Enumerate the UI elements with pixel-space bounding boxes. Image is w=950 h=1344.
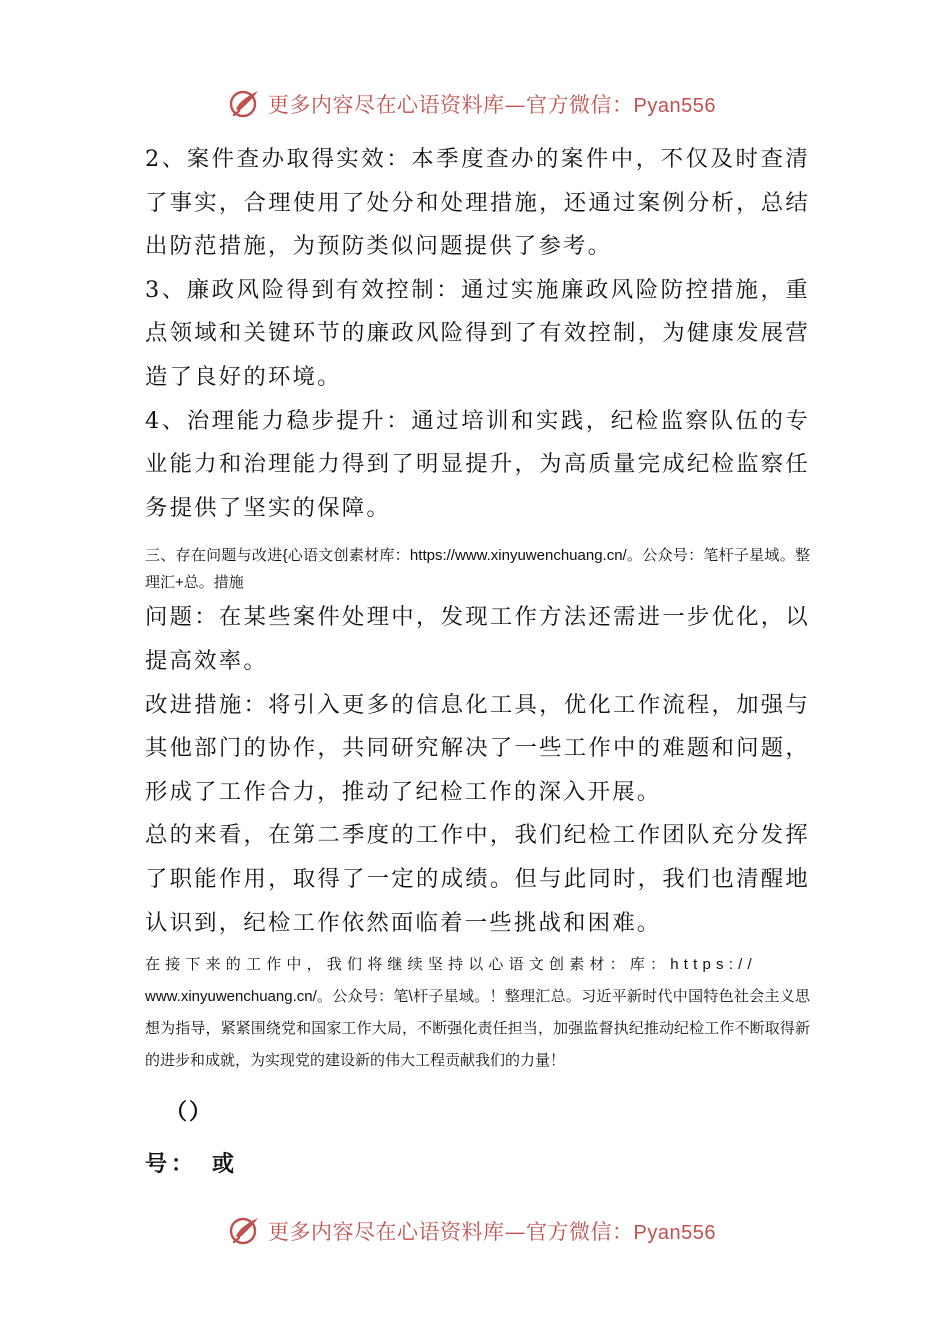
footer-banner-text: 更多内容尽在心语资料库—官方微信：Pyan556 — [268, 1220, 716, 1244]
header-banner-text: 更多内容尽在心语资料库—官方微信：Pyan556 — [268, 93, 716, 117]
number-label: 号： 或 — [145, 1152, 239, 1177]
paragraph-case-handling: 2、案件查办取得实效：本季度查办的案件中，不仅及时查清了事实，合理使用了处分和处理措施，还通过案例分析，总结出防范措施，为预防类似问题提供了参考。 — [145, 146, 810, 260]
section-heading-problems: 三、存在问题与改进{心语文创素材库：https://www.xinyuwenchuang.cn/。公众号：笔杆子星域。整理汇+总。措施 — [145, 547, 810, 592]
parenthesis-mark: （） — [165, 1100, 214, 1125]
paragraph-risk-control: 3、廉政风险得到有效控制：通过实施廉政风险防控措施，重点领域和关键环节的廉政风险得到了有效控制，为健康发展营造了良好的环境。 — [145, 276, 810, 390]
footer-banner-wechat: Pyan556 — [633, 1222, 716, 1244]
paragraph-problem: 问题：在某些案件处理中，发现工作方法还需进一步优化，以提高效率。 — [145, 604, 810, 674]
closing-line-1: 在接下来的工作中，我们将继续坚持以心语文创素材：库：https:// — [145, 956, 757, 974]
header-banner — [228, 84, 728, 124]
paragraph-summary: 总的来看，在第二季度的工作中，我们纪检工作团队充分发挥了职能作用，取得了一定的成绩。但与此同时，我们也清醒地认识到，纪检工作依然面临着一些挑战和困难。 — [145, 822, 810, 936]
paragraph-capability: 4、治理能力稳步提升：通过培训和实践，纪检监察队伍的专业能力和治理能力得到了明显提升，为高质量完成纪检监察任务提供了坚实的保障。 — [145, 407, 810, 521]
pen-logo-icon — [228, 1214, 262, 1248]
paragraph-improvement: 改进措施：将引入更多的信息化工具，优化工作流程，加强与其他部门的协作，共同研究解决了一些工作中的难题和问题，形成了工作合力，推动了纪检工作的深入开展。 — [145, 691, 810, 805]
closing-line-2: www.xinyuwenchuang.cn/。公众号：笔\杆子星域。！整理汇总。习近平新时代中国特色社会主义思想为指导，紧紧围绕党和国家工作大局，不断强化责任担当，加强监督执纪推动纪检工作不断取得新的进步和成就，为实现党的建设新的伟大工程贡献我们的力量！ — [145, 988, 810, 1070]
pen-logo-icon — [228, 87, 262, 121]
footer-banner — [228, 1211, 728, 1251]
document-body — [145, 138, 810, 1077]
header-banner-wechat: Pyan556 — [633, 95, 716, 117]
